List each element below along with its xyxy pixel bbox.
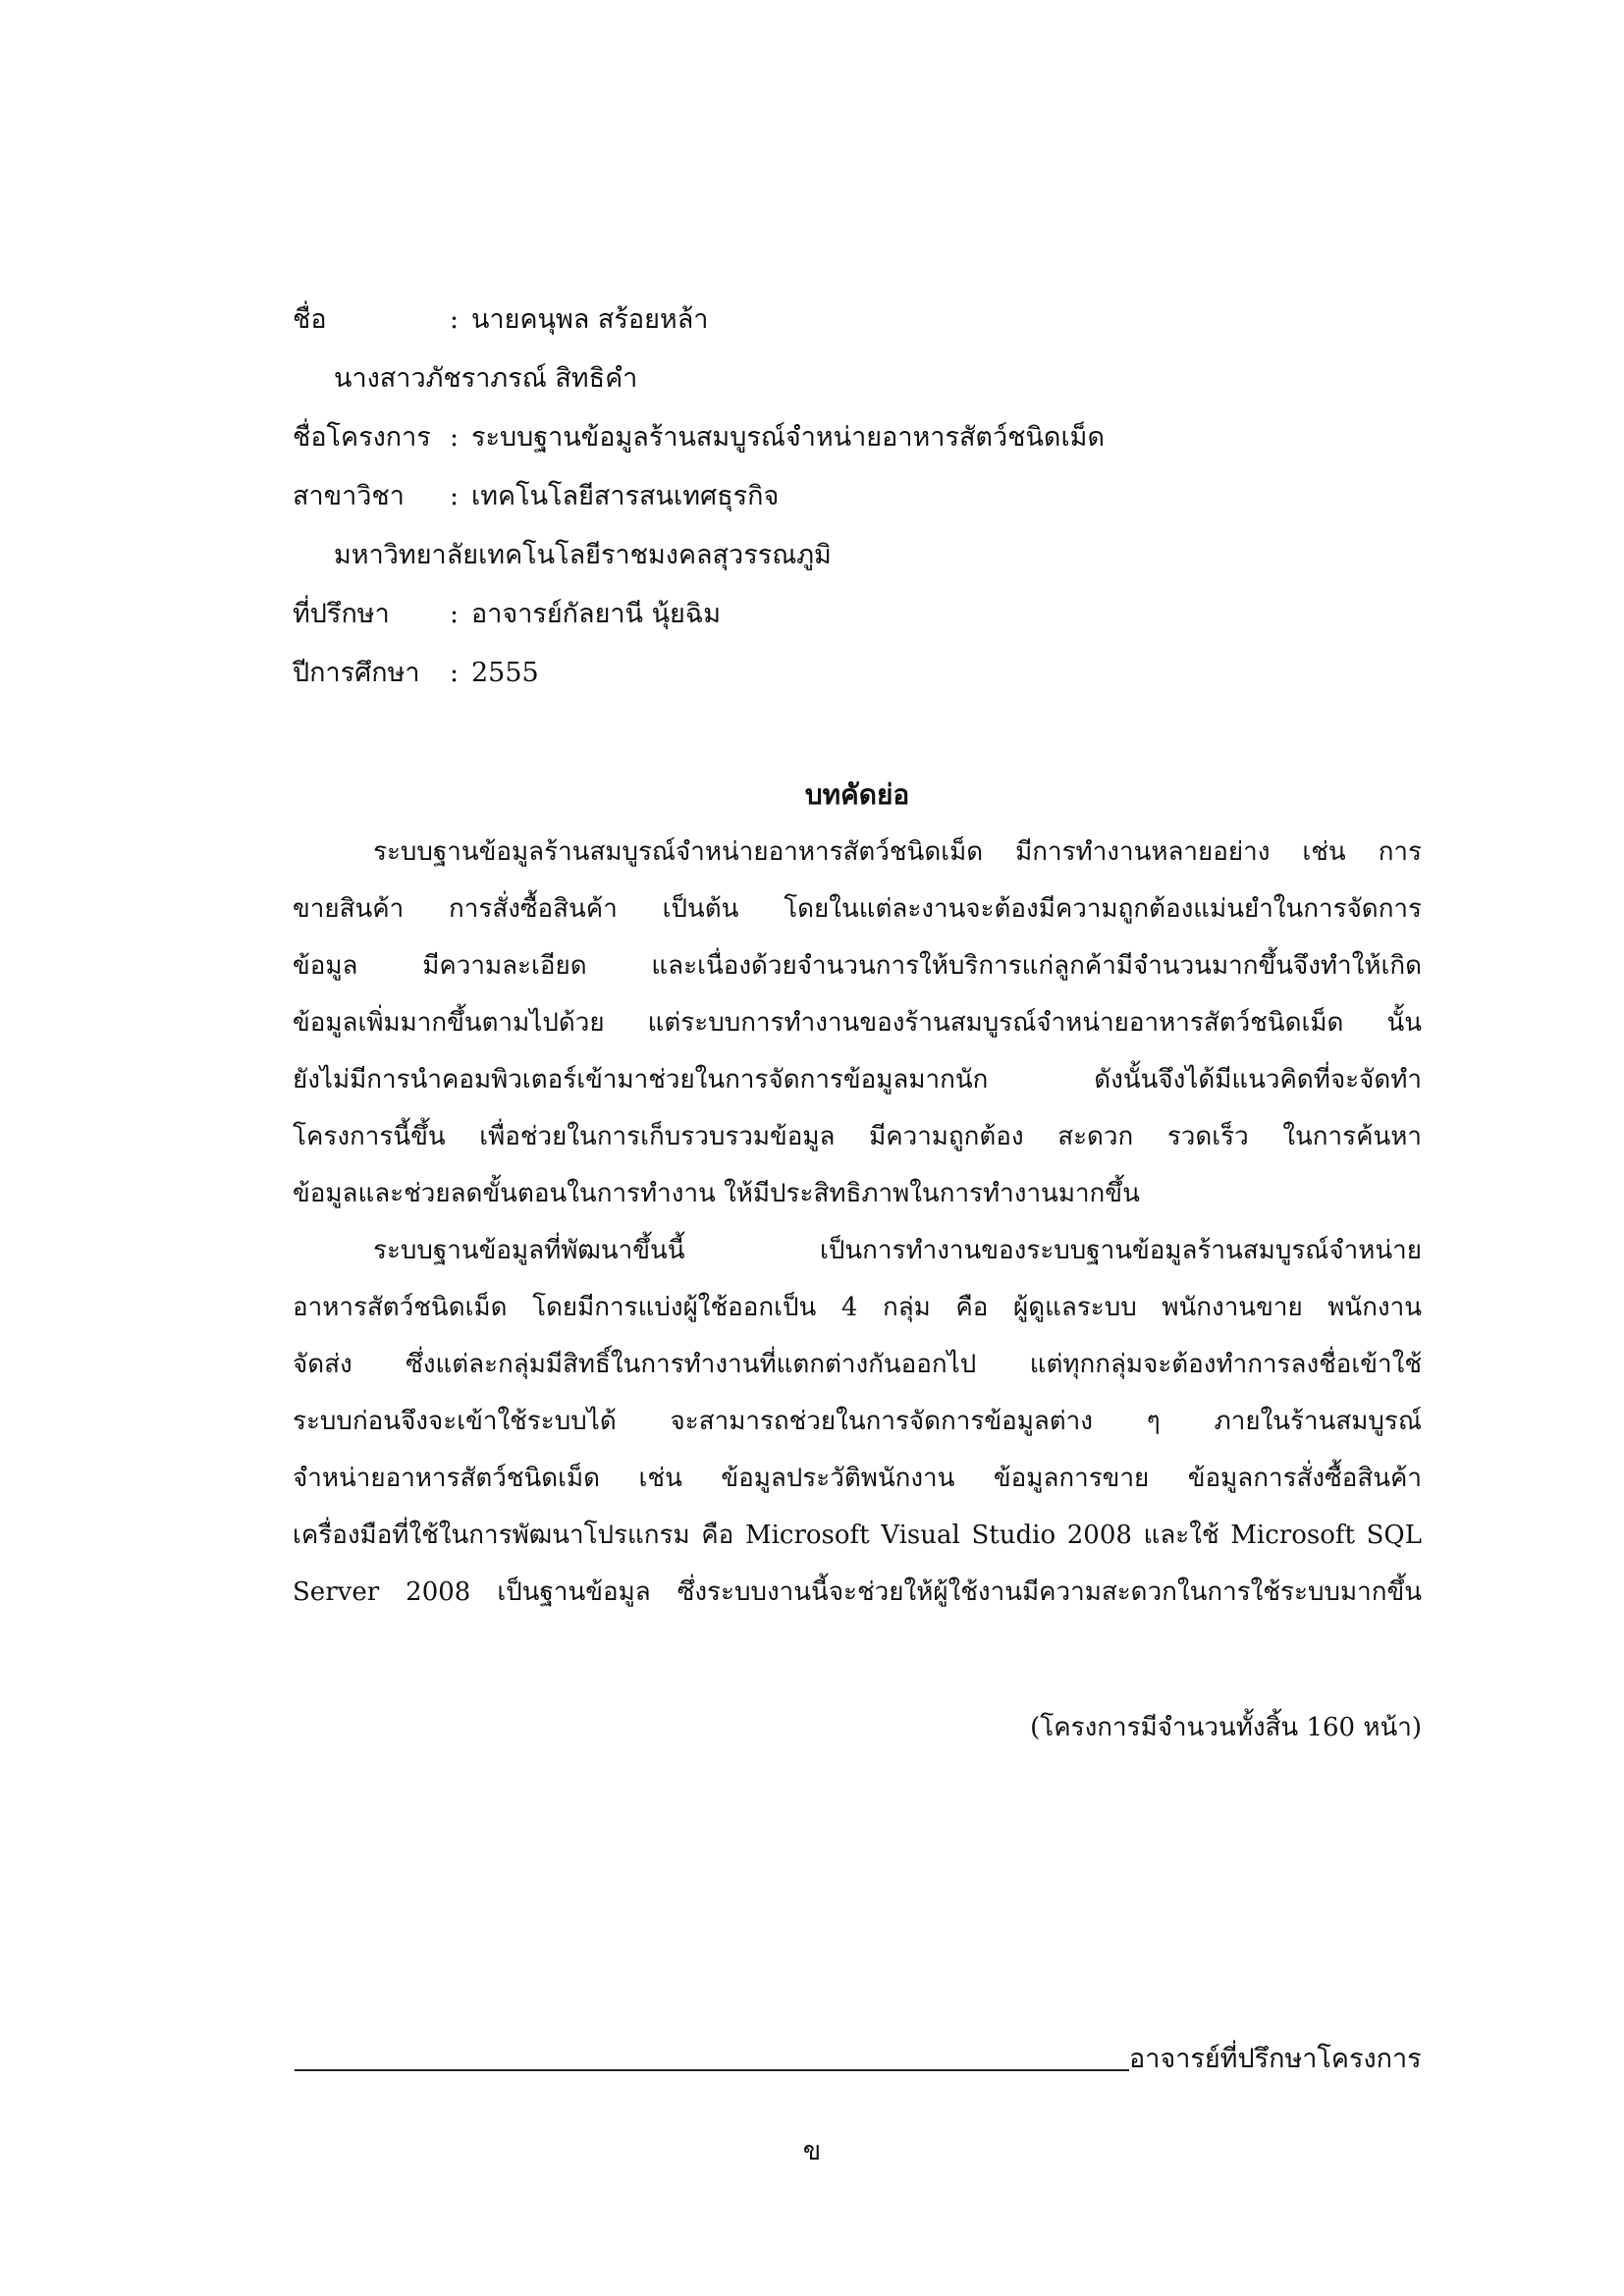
university-name: มหาวิทยาลัยเทคโนโลยีราชมงคลสุวรรณภูมิ — [334, 540, 832, 570]
student-name-1: นายคนุพล สร้อยหล้า — [471, 304, 709, 335]
major-value: เทคโนโลยีสารสนเทศธุรกิจ — [471, 481, 780, 511]
student-name-row — [293, 300, 708, 340]
abstract-line: อาหารสัตว์ชนิดเม็ด โดยมีการแบ่งผู้ใช้ออกเป็น 4 กลุ่ม คือ ผู้ดูแลระบบ พนักงานขาย พนักงาน — [293, 1293, 1422, 1322]
major-row — [293, 477, 779, 516]
abstract-title: บทคัดย่อ — [804, 778, 910, 811]
name-label: ชื่อ — [293, 304, 327, 335]
page-number: ข — [802, 2136, 822, 2166]
abstract-line: ข้อมูลและช่วยลดขั้นตอนในการทำงาน ให้มีประสิทธิภาพในการทำงานมากขึ้น — [293, 1179, 1140, 1208]
colon: : — [450, 304, 460, 335]
project-title: ระบบฐานข้อมูลร้านสมบูรณ์จำหน่ายอาหารสัตว์ชนิดเม็ด — [471, 422, 1106, 453]
project-label: ชื่อโครงการ — [293, 422, 431, 453]
abstract-line: ข้อมูล มีความละเอียด และเนื่องด้วยจำนวนการให้บริการแก่ลูกค้ามีจำนวนมากขึ้นจึงทำให้เกิด — [293, 951, 1422, 981]
colon: : — [450, 422, 460, 453]
abstract-line: ระบบฐานข้อมูลร้านสมบูรณ์จำหน่ายอาหารสัตว์ชนิดเม็ด มีการทำงานหลายอย่าง เช่น การ — [373, 837, 1422, 867]
advisor-row — [293, 595, 721, 634]
page-count-note: (โครงการมีจำนวนทั้งสิ้น 160 หน้า) — [1030, 1713, 1422, 1742]
colon: : — [450, 658, 460, 688]
abstract-line: ขายสินค้า การสั่งซื้อสินค้า เป็นต้น โดยในแต่ละงานจะต้องมีความถูกต้องแม่นยำในการจัดการ — [293, 894, 1422, 924]
year-row — [293, 654, 539, 693]
abstract-line: จำหน่ายอาหารสัตว์ชนิดเม็ด เช่น ข้อมูลประวัติพนักงาน ข้อมูลการขาย ข้อมูลการสั่งซื้อสินค้า — [293, 1464, 1422, 1493]
colon: : — [450, 599, 460, 629]
abstract-line: โครงการนี้ขึ้น เพื่อช่วยในการเก็บรวบรวมข้อมูล มีความถูกต้อง สะดวก รวดเร็ว ในการค้นหา — [293, 1122, 1422, 1151]
abstract-line: ระบบฐานข้อมูลที่พัฒนาขึ้นนี้ เป็นการทำงานของระบบฐานข้อมูลร้านสมบูรณ์จำหน่าย — [373, 1236, 1422, 1265]
abstract-line: ยังไม่มีการนำคอมพิวเตอร์เข้ามาช่วยในการจัดการข้อมูลมากนัก ดังนั้นจึงได้มีแนวคิดที่จะจัดทำ — [293, 1065, 1422, 1095]
abstract-line: เครื่องมือที่ใช้ในการพัฒนาโปรแกรม คือ Microsoft Visual Studio 2008 และใช้ Microsoft SQL — [293, 1521, 1422, 1550]
abstract-line: Server 2008 เป็นฐานข้อมูล ซึ่งระบบงานนี้จะช่วยให้ผู้ใช้งานมีความสะดวกในการใช้ระบบมากขึ้น — [293, 1577, 1422, 1607]
advisor-signature-label: อาจารย์ที่ปรึกษาโครงการ — [1129, 2044, 1422, 2074]
student-name-2: นางสาวภัชราภรณ์ สิทธิคำ — [334, 363, 638, 394]
abstract-line: ข้อมูลเพิ่มมากขึ้นตามไปด้วย แต่ระบบการทำงานของร้านสมบูรณ์จำหน่ายอาหารสัตว์ชนิดเม็ด นั้น — [293, 1008, 1422, 1038]
university-row — [293, 536, 832, 575]
advisor-label: ที่ปรึกษา — [293, 599, 390, 629]
abstract-line: จัดส่ง ซึ่งแต่ละกลุ่มมีสิทธิ์ในการทำงานที่แตกต่างกันออกไป แต่ทุกกลุ่มจะต้องทำการลงชื่อเข้าใช้ — [293, 1350, 1422, 1379]
student-name-2-row — [293, 359, 637, 399]
signature-line — [295, 2069, 1129, 2071]
advisor-name: อาจารย์กัลยานี นุ้ยฉิม — [471, 599, 722, 629]
project-row — [293, 418, 1105, 457]
year-label: ปีการศึกษา — [293, 658, 420, 688]
major-label: สาขาวิชา — [293, 481, 405, 511]
abstract-line: ระบบก่อนจึงจะเข้าใช้ระบบได้ จะสามารถช่วยในการจัดการข้อมูลต่าง ๆ ภายในร้านสมบูรณ์ — [293, 1407, 1422, 1436]
academic-year: 2555 — [471, 658, 539, 688]
colon: : — [450, 481, 460, 511]
